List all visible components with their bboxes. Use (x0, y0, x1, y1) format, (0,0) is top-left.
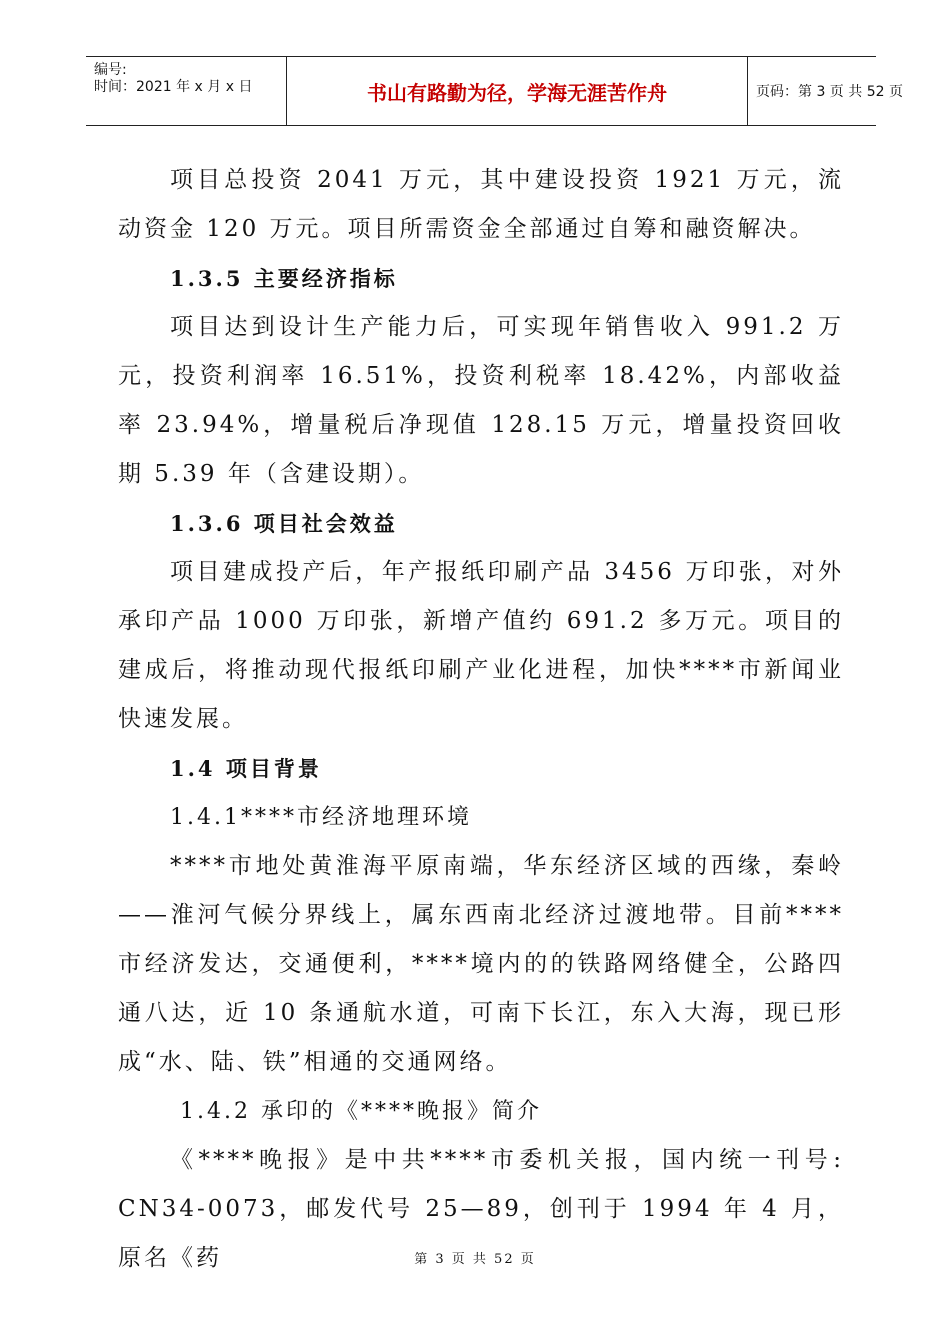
heading-1-3-5: 1.3.5 主要经济指标 (170, 266, 398, 291)
document-body (118, 156, 844, 1283)
heading-1-4: 1.4 项目背景 (170, 756, 322, 781)
paragraph-geography: ****市地处黄淮海平原南端，华东经济区域的西缘，秦岭——淮河气候分界线上，属东西南北经济过渡地带。目前****市经济发达，交通便利，****境内的的铁路网络健全，公路四通八达，近 10 条通航水道，可南下长江，东入大海，现已形成“水、陆、铁”相通的交通网络。 (118, 853, 844, 1075)
document-time-label: 时间：2021 年 x 月 x 日 (94, 79, 253, 95)
header-meta (86, 57, 286, 125)
paragraph-economic-indicators: 项目达到设计生产能力后，可实现年销售收入 991.2 万元，投资利润率 16.51%，投资利税率 18.42%，内部收益率 23.94%，增量税后净现值 128.15 万元，增量投资回收期 5.39 年（含建设期）。 (118, 314, 844, 487)
paragraph-evening-news: 《****晚报》是中共****市委机关报，国内统一刊号: CN34-0073，邮发代号 25—89，创刊于 1994 年 4 月，原名《药 (118, 1147, 844, 1271)
page-footer: 第 3 页 共 52 页 (414, 1252, 536, 1267)
heading-1-4-1: 1.4.1****市经济地理环境 (170, 805, 472, 830)
heading-1-4-2: 1.4.2 承印的《****晚报》简介 (180, 1099, 542, 1124)
page-header (86, 56, 903, 126)
header-page-info: 页码：第 3 页 共 52 页 (756, 84, 903, 100)
paragraph-investment: 项目总投资 2041 万元，其中建设投资 1921 万元，流动资金 120 万元。项目所需资金全部通过自筹和融资解决。 (118, 167, 844, 242)
header-motto: 书山有路勤为径，学海无涯苦作舟 (286, 57, 748, 125)
heading-1-3-6: 1.3.6 项目社会效益 (170, 511, 398, 536)
paragraph-social-benefits: 项目建成投产后，年产报纸印刷产品 3456 万印张，对外承印产品 1000 万印张，新增产值约 691.2 多万元。项目的建成后，将推动现代报纸印刷产业化进程，加快****市新闻业快速发展。 (118, 559, 844, 732)
document-number-label: 编号: (94, 62, 127, 78)
